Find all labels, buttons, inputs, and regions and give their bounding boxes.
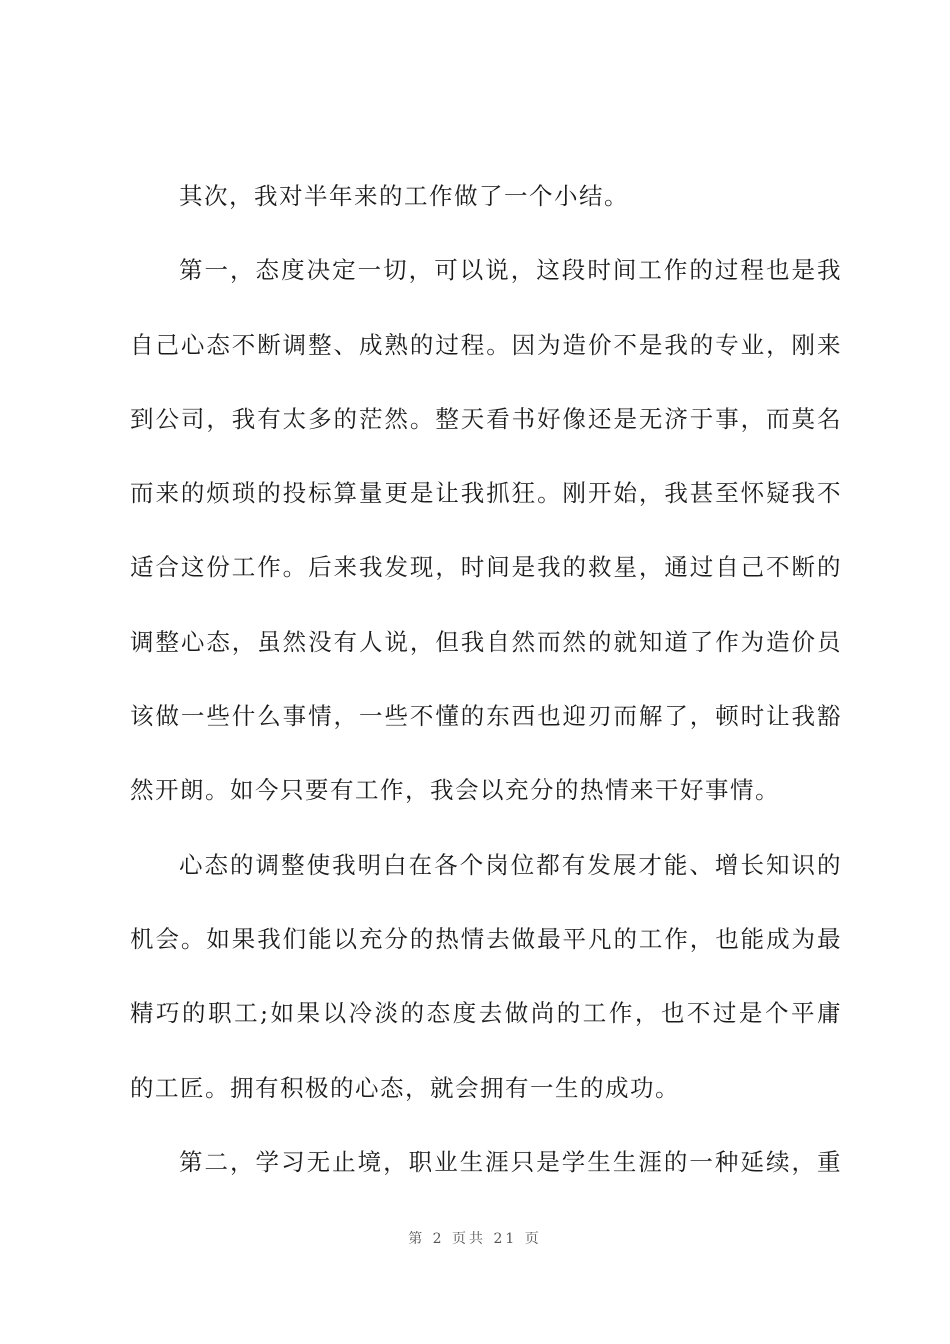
text-line: 精巧的职工;如果以冷淡的态度去做尚的工作，也不过是个平庸 <box>130 999 842 1028</box>
text-line: 到公司，我有太多的茫然。整天看书好像还是无济于事，而莫名 <box>130 404 842 433</box>
text-line: 适合这份工作。后来我发现，时间是我的救星，通过自己不断的 <box>130 553 842 582</box>
text-line: 自己心态不断调整、成熟的过程。因为造价不是我的专业，刚来 <box>130 330 842 359</box>
text-line: 然开朗。如今只要有工作，我会以充分的热情来干好事情。 <box>130 776 780 805</box>
text-line: 调整心态，虽然没有人说，但我自然而然的就知道了作为造价员 <box>130 627 842 656</box>
text-line: 而来的烦琐的投标算量更是让我抓狂。刚开始，我甚至怀疑我不 <box>130 479 842 508</box>
text-line: 第二，学习无止境，职业生涯只是学生生涯的一种延续，重 <box>179 1147 842 1176</box>
body-text <box>130 170 842 1210</box>
text-line: 其次，我对半年来的工作做了一个小结。 <box>179 182 629 210</box>
text-line: 心态的调整使我明白在各个岗位都有发展才能、增长知识的 <box>179 850 842 879</box>
text-line: 机会。如果我们能以充分的热情去做最平凡的工作，也能成为最 <box>130 924 842 953</box>
page-footer: 第 2 页共 21 页 <box>408 1231 542 1247</box>
text-line: 第一，态度决定一切，可以说，这段时间工作的过程也是我 <box>179 256 842 285</box>
text-line: 的工匠。拥有积极的心态，就会拥有一生的成功。 <box>130 1073 680 1102</box>
text-line: 该做一些什么事情，一些不懂的东西也迎刃而解了，顿时让我豁 <box>130 702 842 731</box>
